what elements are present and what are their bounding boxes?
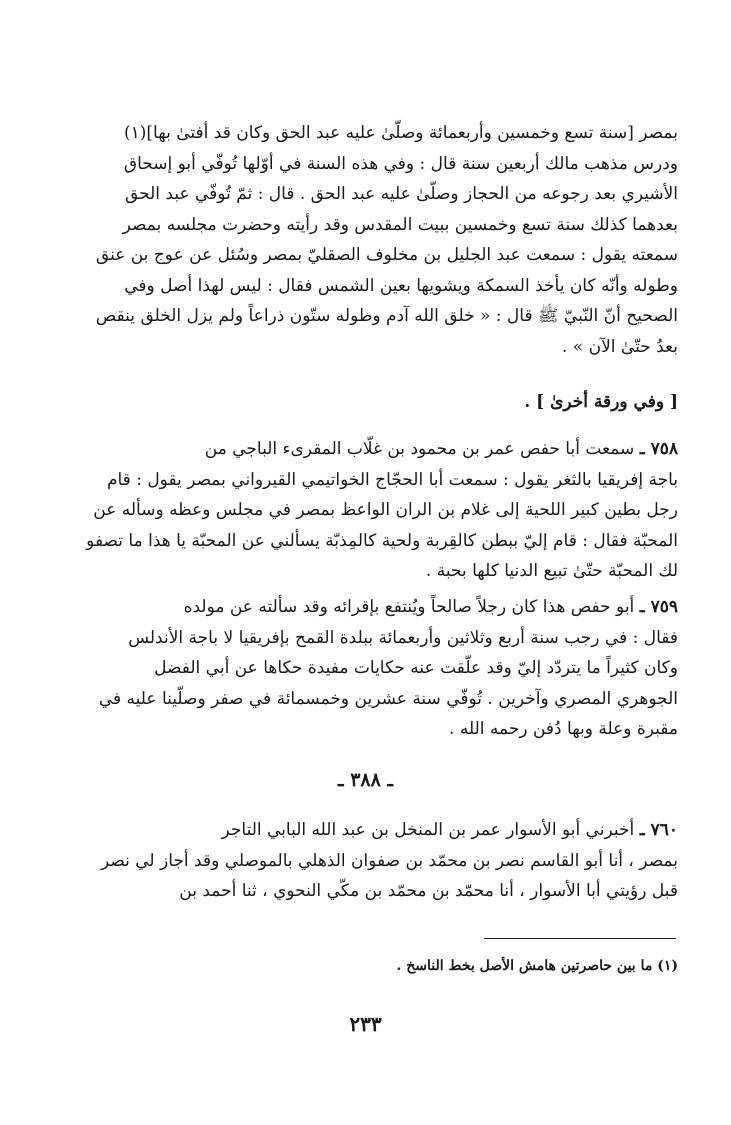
- entry-number: ٧٦٠ ـ: [639, 820, 678, 840]
- entry-758: [72, 434, 678, 587]
- footnote: (١) ما بين حاصرتين هامش الأصل بخط الناسخ .: [396, 958, 678, 974]
- entry-number: ٧٥٨ ـ: [639, 439, 678, 459]
- text-line: وطوله وأنّه كان يأخذ السمكة ويشويها بعين الشمس فقال : ليس لهذا أصل وفي: [124, 275, 678, 296]
- text-line: قبل رؤيتي أبا الأسوار ، أنا محمّد بن محمّد بن مكّي النحوي ، ثنا أحمد بن: [179, 881, 678, 901]
- entry-number: ٧٥٩ ـ: [639, 597, 678, 617]
- text-line: الجوهري المصري وآخرين . تُوفّي سنة عشرين وخمسمائة في صفر وصلّينا عليه في: [98, 688, 678, 709]
- text-line: وكان كثيراً ما يتردّد إليّ وقد علّقت عنه حكايات مفيدة حكاها عن أبي الفضل: [154, 658, 678, 678]
- text-line: المحبّة فقال : قام إليّ ببطن كالقِربة ولحية كالمِذبّة يسألني عن المحبّة يا هذا ما تصفو: [86, 530, 678, 551]
- text-line: فقال : في رجب سنة أربع وثلاثين وأربعمائة ببلدة القمح بإفريقيا لا باجة الأندلس: [128, 627, 678, 648]
- entry-759: [72, 592, 678, 745]
- manuscript-page-marker: ـ ٣٨٨ ـ: [338, 769, 393, 791]
- text-line: سمعته يقول : سمعت عبد الجليل بن مخلوف الصقليّ بمصر وسُئل عن عوج بن عنق: [95, 245, 678, 265]
- text-line: [ وفي ورقة أخرىٰ ] .: [524, 392, 678, 412]
- text-line: الأشيري بعد رجوعه من الحجاز وصلّىٰ عليه عبد الحق . قال : ثمّ تُوفّي عبد الحق: [124, 184, 678, 204]
- text-line: سمعت أبا حفص عمر بن محمود بن غلّاب المقرىء الباجي من: [204, 439, 635, 459]
- page-number: ٢٣٣: [349, 1012, 382, 1036]
- text-line: رجل بطين كبير اللحية إلى غلام بن الران الواعظ بمصر في مجلس وعظه وسأله عن: [93, 500, 678, 520]
- text-line: مقبرة وعلة وبها دُفن رحمه الله .: [449, 719, 678, 739]
- text-line: بمصر ، أنا أبو القاسم نصر بن محمّد بن صفوان الذهلي بالموصلي وقد أجاز لي نصر: [101, 850, 678, 871]
- footnote-separator: [484, 938, 676, 939]
- text-line: لك المحبّة حتّىٰ تبيع الدنيا كلها بحبة .: [425, 561, 678, 581]
- text-line: بمصر [سنة تسع وخمسين وأربعمائة وصلّىٰ عليه عبد الحق وكان قد أفتىٰ بها](١): [124, 123, 678, 143]
- text-line: بعدهما كذلك سنة تسع وخمسين ببيت المقدس وقد رأيته وحضرت مجلسه بمصر: [122, 214, 678, 235]
- text-line: أخبرني أبو الأسوار عمر بن المنخل بن عبد الله البابي التاجر: [221, 820, 635, 840]
- entry-first-line: [72, 592, 678, 623]
- entry-760: [72, 815, 678, 907]
- text-line: باجة إفريقيا بالثغر يقول : سمعت أبا الحجّاج الخواتيمي القيرواني بمصر يقول : قام: [106, 469, 678, 490]
- text-line: بعدُ حتّىٰ الآن » .: [562, 336, 678, 357]
- entry-first-line: [72, 434, 678, 465]
- text-line: أبو حفص هذا كان رجلاً صالحاً ويُنتفع بإقرائه وقد سألته عن مولده: [183, 597, 635, 617]
- bracket-note: [72, 387, 678, 418]
- text-line: ودرس مذهب مالك أربعين سنة قال : وفي هذه السنة في أوّلها تُوفّي أبو إسحاق: [123, 153, 678, 174]
- entry-first-line: [72, 815, 678, 846]
- text-line: الصحيح أنّ النّبيّ ﷺ قال : « خلق الله آدم وطوله ستّون ذراعاً ولم يزل الخلق ينقص: [95, 306, 678, 326]
- opening-paragraph: [72, 118, 678, 362]
